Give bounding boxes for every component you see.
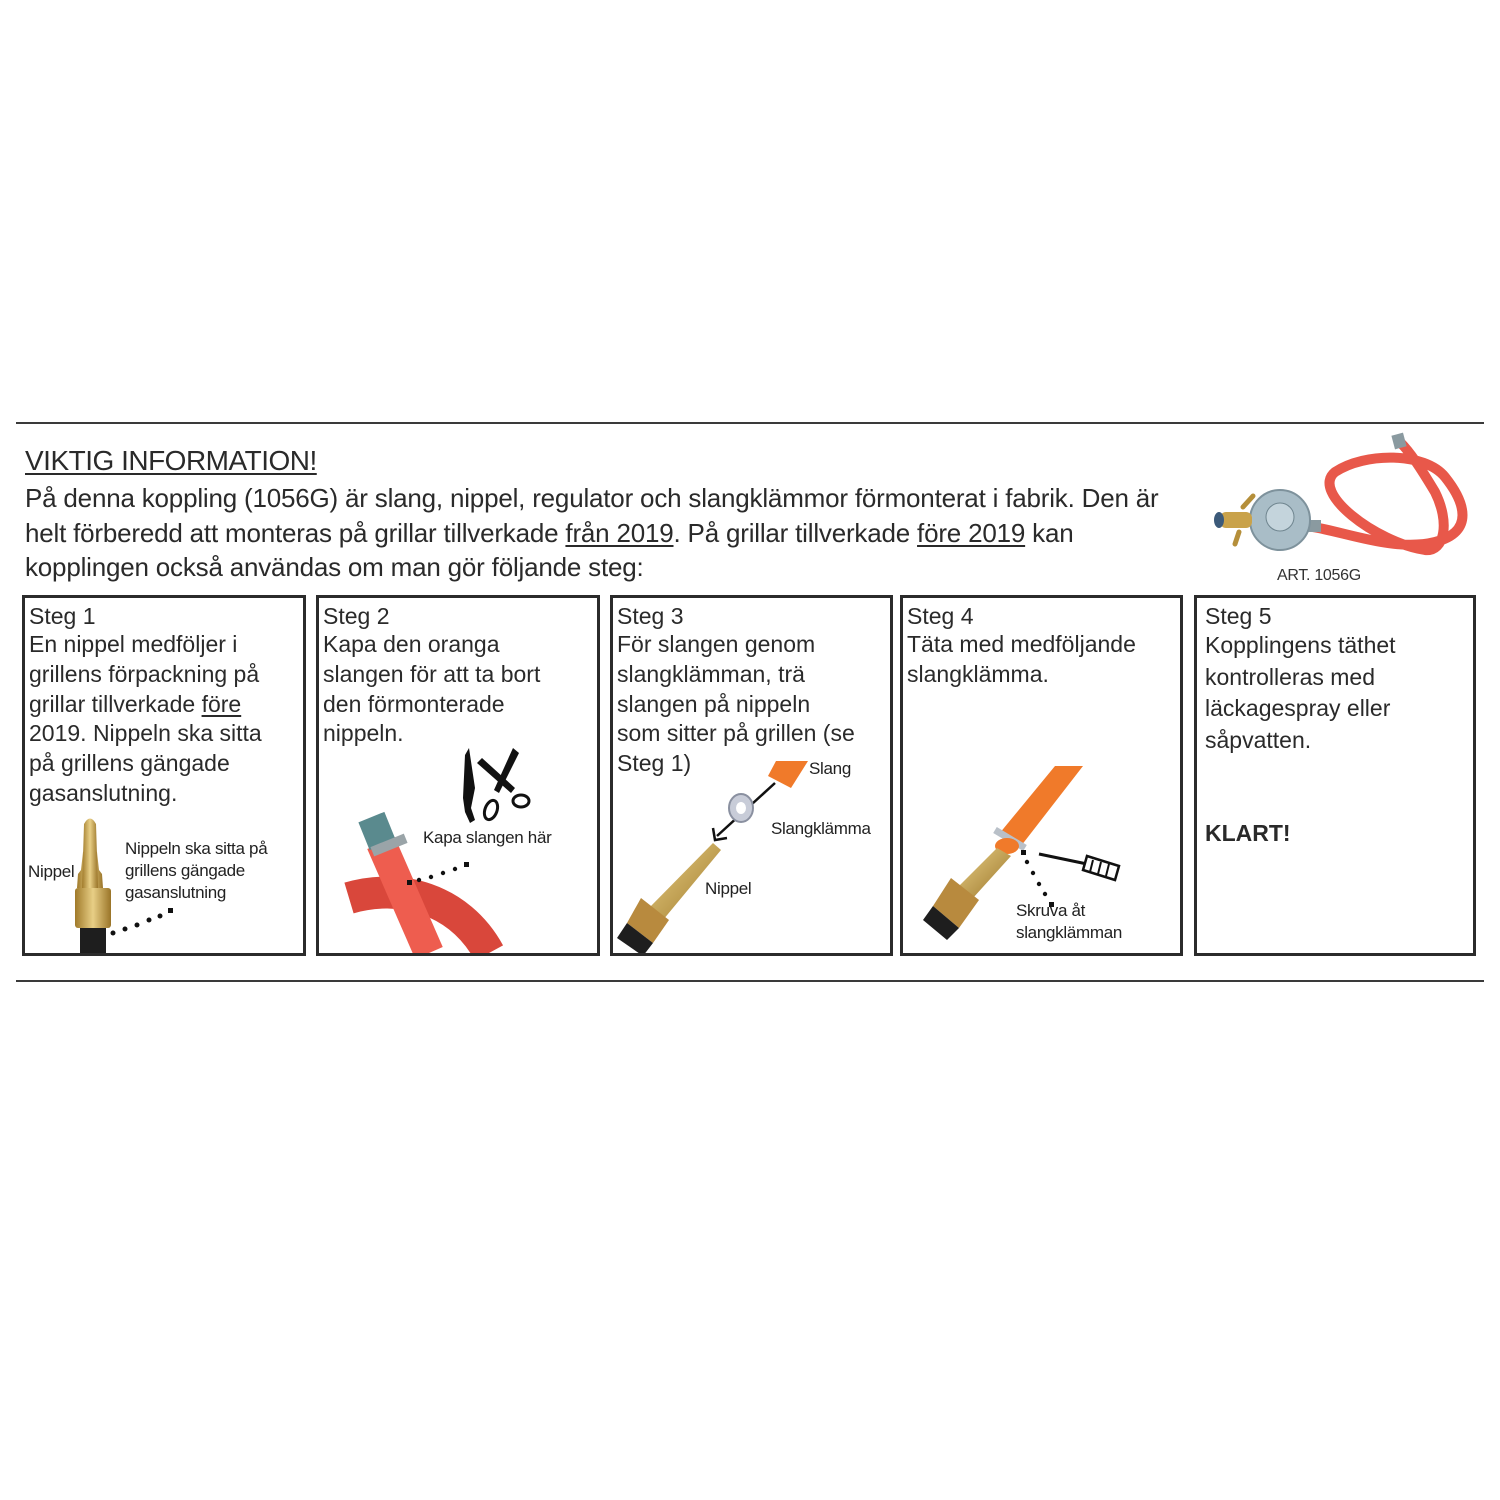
step-4-box bbox=[900, 595, 1183, 956]
bottom-rule bbox=[16, 980, 1484, 982]
step-2-box bbox=[316, 595, 600, 956]
nippel-note-label: Nippeln ska sitta på grillens gängade gasanslutning bbox=[125, 839, 268, 902]
screw-label: Skruva åt slangklämman bbox=[1016, 901, 1123, 942]
step-5-text: Kopplingens täthet kontrolleras med läckagespray eller såpvatten. bbox=[1205, 632, 1396, 753]
step-1-text-a: En nippel medföljer i grillens förpackning på grillar tillverkade bbox=[29, 631, 260, 717]
step-3-title: Steg 3 bbox=[617, 603, 684, 629]
step-1-box bbox=[22, 595, 306, 956]
top-rule bbox=[16, 422, 1484, 424]
step-4-text: Täta med medföljande slangklämma. bbox=[907, 631, 1136, 687]
step-2-title: Steg 2 bbox=[323, 603, 390, 629]
article-number: ART. 1056G bbox=[1277, 567, 1361, 584]
step-5-title: Steg 5 bbox=[1205, 603, 1272, 629]
step-5-box bbox=[1194, 595, 1476, 956]
clamp-label: Slangklämma bbox=[771, 819, 871, 838]
nipple-label: Nippel bbox=[705, 879, 752, 898]
step-4-title: Steg 4 bbox=[907, 603, 974, 629]
page-title: VIKTIG INFORMATION! bbox=[25, 445, 317, 476]
assembly-illustration bbox=[613, 598, 893, 956]
intro-text-2: . På grillar tillverkade bbox=[673, 517, 918, 548]
step-1-text-b: 2019. Nippeln ska sitta på grillens gängade gasanslutning. bbox=[29, 720, 262, 806]
step-1-text-underline: före bbox=[201, 690, 242, 717]
step-3-box bbox=[610, 595, 893, 956]
cut-here-label: Kapa slangen här bbox=[423, 828, 552, 847]
intro-underline-1: från 2019 bbox=[565, 517, 674, 548]
hose-label: Slang bbox=[809, 759, 851, 778]
regulator-hose-icon bbox=[1195, 432, 1480, 572]
step-3-text: För slangen genom slangklämman, trä slangen på nippeln som sitter på grillen (se Steg 1) bbox=[617, 631, 855, 777]
intro-text-3: kan kopplingen också användas om man gör följande steg: bbox=[25, 517, 1074, 582]
nippel-label: Nippel bbox=[28, 862, 75, 881]
step-1-title: Steg 1 bbox=[29, 603, 96, 629]
done-label: KLART! bbox=[1205, 820, 1291, 846]
step-2-text: Kapa den oranga slangen för att ta bort den förmonterade nippeln. bbox=[323, 631, 541, 747]
intro-paragraph bbox=[25, 481, 1175, 585]
intro-text-1: På denna koppling (1056G) är slang, nippel, regulator och slangklämmor förmonterat i fabrik. Den är helt förberedd att monteras på grillar tillverkade bbox=[25, 483, 1159, 548]
product-image bbox=[1195, 432, 1480, 590]
intro-underline-2: före 2019 bbox=[917, 517, 1026, 548]
scissors-icon bbox=[319, 598, 599, 956]
